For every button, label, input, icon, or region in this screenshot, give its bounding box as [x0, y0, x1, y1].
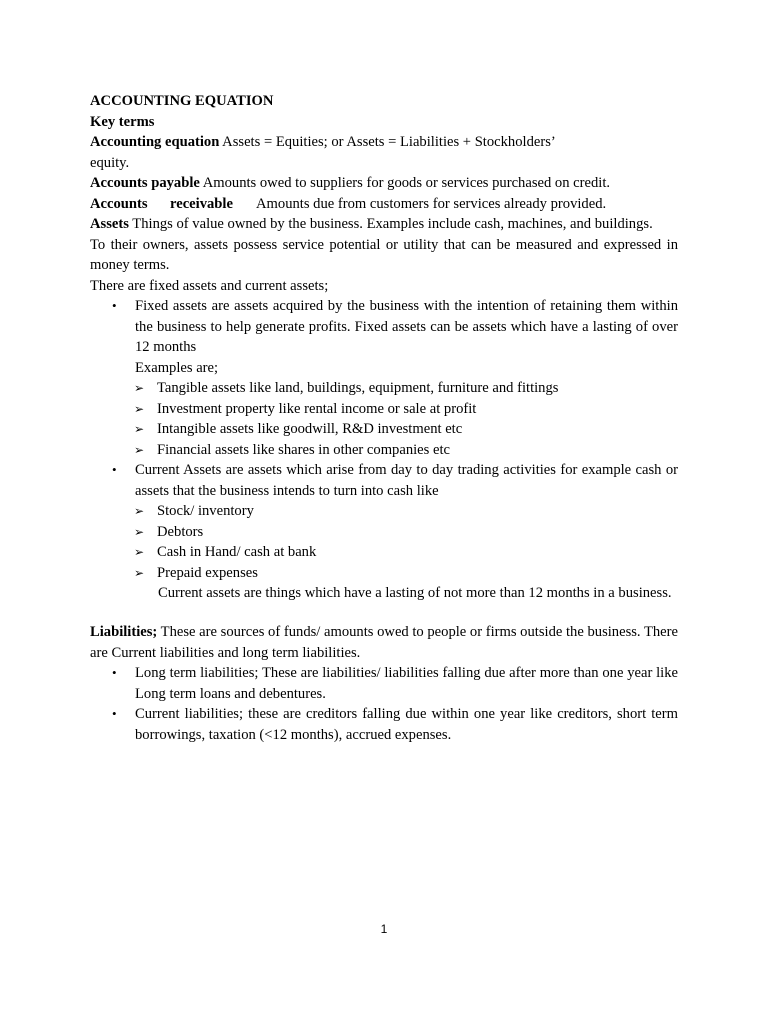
list-item-text: Long term liabilities; These are liabilities/ liabilities falling due after more than one year like Long term loans and debentures.	[135, 665, 678, 702]
asset-types-list	[90, 296, 678, 604]
list-item-current-assets	[90, 460, 678, 604]
term-accounts-payable	[90, 173, 678, 194]
arrow-bullet-icon: ➢	[134, 504, 145, 518]
paragraph-liabilities	[90, 622, 678, 663]
term-definition-cont: equity.	[90, 154, 130, 171]
list-item-long-term-liabilities	[90, 663, 678, 704]
term-definition: Amounts owed to suppliers for goods or services purchased on credit.	[199, 175, 611, 191]
arrow-bullet-icon: ➢	[134, 401, 145, 416]
list-item	[112, 419, 678, 440]
bullet-icon: •	[112, 706, 117, 721]
fixed-assets-text: Fixed assets are assets acquired by the business with the intention of retaining them within the business to help generate profits. Fixed assets can be assets which have a lasting of over 12 months	[135, 298, 678, 355]
list-item	[112, 440, 678, 461]
page-number: 1	[380, 922, 388, 936]
list-item	[112, 542, 678, 563]
term-accounts-receivable	[90, 194, 678, 215]
paragraph-owners: To their owners, assets possess service potential or utility that can be measured and expressed in money terms.	[90, 236, 678, 273]
fixed-assets-examples	[112, 378, 678, 460]
example-text: Investment property like rental income or sale at profit	[157, 400, 477, 417]
list-item	[112, 399, 678, 420]
term-label: Liabilities;	[90, 624, 158, 640]
arrow-bullet-icon: ➢	[134, 442, 145, 457]
example-text: Tangible assets like land, buildings, equipment, furniture and fittings	[157, 380, 559, 396]
term-label: Accounts payable	[90, 175, 200, 191]
liabilities-list	[90, 663, 678, 745]
document-title: ACCOUNTING EQUATION	[90, 93, 274, 109]
list-item	[112, 501, 678, 522]
term-definition: These are sources of funds/ amounts owed to people or firms outside the business. There are Current liabilities and long term liabilities.	[90, 624, 678, 661]
list-item	[112, 522, 678, 543]
example-text: Prepaid expenses	[157, 564, 258, 581]
section-heading-key-terms: Key terms	[90, 113, 155, 130]
term-label-part1: Accounts	[90, 195, 148, 212]
bullet-icon: •	[112, 462, 117, 477]
term-assets	[90, 214, 678, 235]
term-label: Accounting equation	[90, 134, 220, 150]
term-definition: Things of value owned by the business. Examples include cash, machines, and buildings.	[128, 216, 653, 232]
list-item	[112, 563, 678, 584]
term-accounting-equation	[90, 132, 678, 173]
example-text: Intangible assets like goodwill, R&D investment etc	[157, 421, 463, 437]
example-text: Financial assets like shares in other companies etc	[157, 441, 451, 458]
list-item-fixed-assets	[90, 296, 678, 460]
paragraph-fixed-current-intro: There are fixed assets and current assets;	[90, 277, 329, 294]
arrow-bullet-icon: ➢	[134, 422, 145, 436]
term-label: Assets	[90, 216, 129, 232]
example-text: Stock/ inventory	[157, 503, 254, 519]
list-item-text: Current liabilities; these are creditors falling due within one year like creditors, short term borrowings, taxation (<12 months), accrued expenses.	[135, 706, 678, 743]
current-assets-note: Current assets are things which have a lasting of not more than 12 months in a business.	[158, 585, 672, 601]
term-definition: Amounts due from customers for services already provided.	[256, 195, 607, 212]
list-item-current-liabilities	[90, 704, 678, 745]
bullet-icon: •	[112, 298, 117, 313]
examples-label: Examples are;	[135, 359, 219, 376]
arrow-bullet-icon: ➢	[134, 381, 145, 395]
example-text: Cash in Hand/ cash at bank	[157, 544, 317, 560]
term-definition: Assets = Equities; or Assets = Liabilities + Stockholders’	[219, 134, 556, 150]
current-assets-text: Current Assets are assets which arise from day to day trading activities for example cash or assets that the business intends to turn into cash like	[135, 462, 678, 499]
arrow-bullet-icon: ➢	[134, 545, 145, 559]
example-text: Debtors	[157, 523, 204, 540]
term-label-part2: receivable	[170, 195, 233, 212]
arrow-bullet-icon: ➢	[134, 565, 145, 580]
document-body	[90, 91, 678, 745]
arrow-bullet-icon: ➢	[134, 524, 145, 539]
list-item	[112, 378, 678, 399]
current-assets-examples	[112, 501, 678, 583]
bullet-icon: •	[112, 665, 117, 680]
